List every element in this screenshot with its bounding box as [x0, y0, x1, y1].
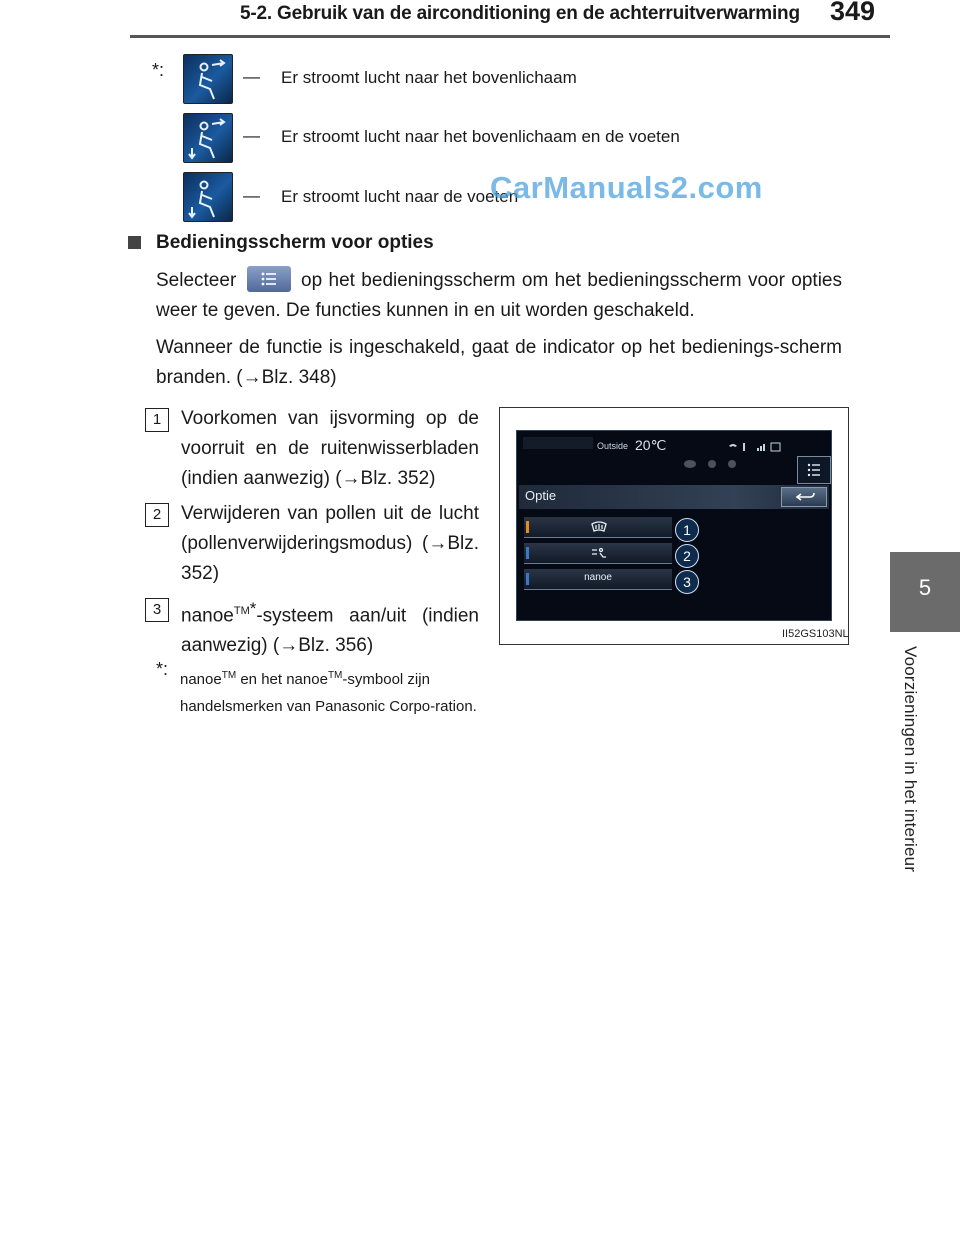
screen-title: Optie — [525, 488, 557, 503]
watermark: CarManuals2.com — [490, 170, 763, 205]
item-text-3-b: -systeem aan/uit (indien aanwezig) (→Blz. 356) — [181, 605, 479, 657]
indicator-2 — [526, 547, 529, 559]
paragraph-options-lead: Selecteer — [156, 270, 237, 291]
paragraph-indicator: Wanneer de functie is ingeschakeld, gaat de indicator op het bedienings-scherm branden. (→Blz. 348) — [156, 337, 842, 388]
pollen-removal-icon — [590, 546, 608, 560]
item-number-2: 2 — [145, 503, 169, 527]
option-screen — [516, 430, 832, 621]
airflow-dash-2: — — [243, 126, 260, 145]
chapter-tab: 5 — [890, 552, 960, 632]
screen-badge-1: 1 — [675, 518, 699, 542]
item-number-1: 1 — [145, 408, 169, 432]
airflow-dash-1: — — [243, 67, 260, 86]
airflow-upper-body-icon — [183, 54, 233, 104]
item-text-3 — [181, 594, 479, 661]
item-text-3-star: * — [249, 599, 257, 618]
footnote — [156, 659, 480, 720]
item-text-1: Voorkomen van ijsvorming op de voorruit en de ruitenwisserbladen (indien aanwezig) (→Blz. 352) — [181, 408, 479, 489]
outside-label: Outside — [597, 441, 629, 451]
footnote-tm1: TM — [221, 670, 237, 681]
chapter-tab-label: Voorzieningen in het interieur — [901, 646, 920, 873]
options-list-button[interactable] — [797, 456, 831, 484]
page-header-title: 5-2. Gebruik van de airconditioning en de achterruitverwarming — [240, 3, 800, 24]
page-number: 349 — [830, 0, 876, 26]
figure-code: II52GS103NL — [782, 628, 849, 640]
paragraph-options-rest: op het bedieningsscherm om het bedieningsscherm voor opties weer te geven. De functies kunnen in en uit worden geschakeld. — [156, 270, 843, 321]
paragraph-options — [156, 266, 842, 326]
airflow-text-3: Er stroomt lucht naar de voeten — [281, 187, 519, 206]
item-text-3-a: nanoe — [181, 605, 234, 627]
airflow-feet-icon — [183, 172, 233, 222]
status-bar-dim — [523, 437, 593, 449]
header-rule — [130, 35, 890, 38]
airflow-body-feet-icon — [183, 113, 233, 163]
back-button[interactable] — [781, 487, 827, 507]
footnote-mark: *: — [152, 60, 165, 80]
screen-badge-3: 3 — [675, 570, 699, 594]
indicator-1 — [526, 521, 529, 533]
footnote-a: nanoe — [180, 671, 222, 688]
footnote-star: *: — [156, 659, 169, 679]
item-number-3: 3 — [145, 598, 169, 622]
windshield-deicer-icon — [590, 520, 608, 534]
option-button-1[interactable] — [524, 517, 672, 538]
section-bullet — [128, 236, 141, 249]
option-button-2[interactable] — [524, 543, 672, 564]
option-button-3[interactable] — [524, 569, 672, 590]
screen-badge-2: 2 — [675, 544, 699, 568]
item-text-3-tm: TM — [233, 605, 250, 617]
nanoe-label: nanoe — [584, 572, 612, 583]
status-icons — [727, 439, 787, 449]
airflow-text-1: Er stroomt lucht naar het bovenlichaam — [281, 68, 577, 87]
options-list-icon — [247, 266, 291, 292]
mode-icons — [682, 457, 742, 471]
footnote-c: -symbool zijn handelsmerken van Panasonic Corpo-ration. — [180, 671, 477, 715]
outside-temperature: 20℃ — [635, 437, 667, 453]
section-title: Bedieningsscherm voor opties — [156, 232, 434, 253]
airflow-dash-3: — — [243, 186, 260, 205]
item-text-2: Verwijderen van pollen uit de lucht (pollenverwijderingsmodus) (→Blz. 352) — [181, 503, 479, 584]
airflow-text-2: Er stroomt lucht naar het bovenlichaam en de voeten — [281, 127, 680, 146]
footnote-b: en het nanoe — [236, 671, 328, 688]
footnote-tm2: TM — [327, 670, 343, 681]
